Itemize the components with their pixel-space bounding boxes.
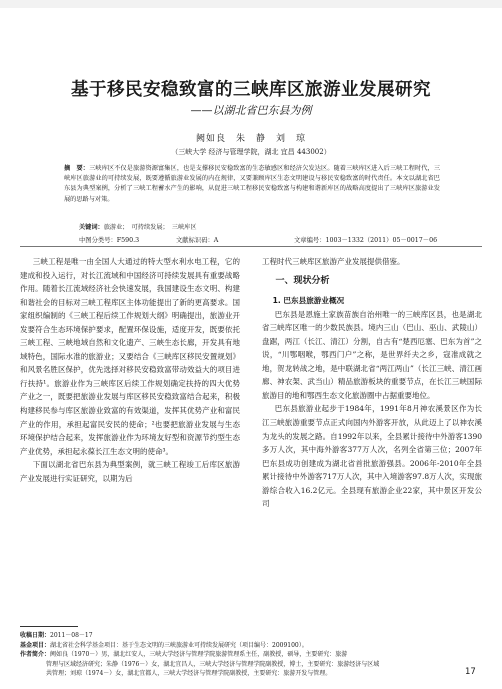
affiliation: （三峡大学 经济与管理学院，湖北 宜昌 443002）: [171, 148, 331, 156]
received-label: 收稿日期：: [20, 632, 51, 639]
article-number: [294, 235, 437, 244]
clc-label: 中图分类号：: [79, 237, 117, 244]
article-subtitle: ——以湖北省巴东县为例: [190, 104, 312, 117]
body-paragraph: 工程时代三峡库区旅游产业发展提供借鉴。: [262, 257, 405, 266]
page-number: 17: [465, 667, 476, 677]
article-no-value: 1003－1332（2011）05－0017－06: [325, 237, 438, 244]
abstract-label: 摘 要：: [64, 165, 90, 172]
footnote-divider: [20, 626, 78, 627]
clc-number: [79, 235, 139, 244]
body-left-column: [20, 255, 240, 485]
abstract-text: 三峡库区不仅是旅游资源富集区，也是支撑移民安稳致富的生态敏感区和经济欠发达区。随着三峡库区进入后三峡工程时代，三峡库区旅游业的可持续发展，既要遵循旅游业发展的内在规律，又要兼顾库区生态文明建设与移民安稳致富的时代责任。本文以湖北省巴东县为典型案例，分析了三峡工程蓄水产生的影响，从促进三峡工程移民安稳致富与构建和谐新库区的战略高度提出了三峡库区旅游业发展的思路与对策。: [64, 165, 441, 203]
fund-label: 基金项目：: [20, 641, 51, 649]
keywords-text: 旅游业； 可持续发展； 三峡库区: [103, 224, 197, 231]
author-list: 阙如良 朱 静 刘 琼: [195, 134, 306, 144]
subsection-heading: 1. 巴东县旅游业概况: [272, 296, 345, 306]
author-bio-label: 作者简介：: [20, 651, 51, 659]
abstract: [64, 164, 440, 205]
keywords-label: 关键词：: [79, 224, 104, 231]
body-right-column: [262, 255, 482, 511]
scan-top-band: [0, 0, 502, 8]
author-bio-line: 共管理；刘琼（1974－）女，湖北宜都人，三峡大学经济与管理学院副教授，主要研究：旅游开发与管理。: [46, 670, 332, 678]
received-value: 2011－08－17: [50, 632, 93, 639]
footnotes: [20, 631, 482, 679]
doc-code-label: 文献标识码：: [176, 237, 214, 244]
fund-value: 湖北省社会科学基金项目：基于生态文明的三峡旅游业可持续发展研究（项目编号：2009100）。: [50, 641, 308, 649]
doc-code-value: A: [213, 237, 219, 244]
author-bio-line: 管理与区域经济研究；朱静（1976－）女，湖北宜昌人，三峡大学经济与管理学院副教授，博士，主要研究：旅游经济与区域: [46, 660, 380, 668]
body-paragraph: 下面以湖北省巴东县为典型案例，就三峡工程竣工后库区旅游产业发展进行实证研究，以期为后: [20, 460, 240, 483]
article-title: 基于移民安稳致富的三峡库区旅游业发展研究: [71, 80, 431, 100]
keywords: [79, 222, 197, 231]
fund-info: [20, 641, 482, 651]
article-no-label: 文章编号：: [294, 237, 326, 244]
author-bio: [20, 650, 482, 660]
received-date: [20, 631, 482, 641]
document-code: [176, 235, 218, 244]
body-paragraph: 巴东县旅游业起步于1984年，1991年8月神农溪景区作为长江三峡旅游重要节点正式向国内外游客开放，从此迈上了以神农溪为龙头的发展之路。自1992年以来，全县累计接待中外游客1390多万人次，其中海外游客377万人次，名列全省第三位；2007年巴东县成功创建成为湖北省首批旅游强县。2006年-2010年全县累计接待中外游客717万人次，其中入境游客97.8万人次，实现旅游综合收入16.2亿元。全县现有旅游企业22家，其中景区开发公司: [262, 404, 482, 509]
author-bio-line: 阙如良（1970－）男，湖北红安人，三峡大学经济与管理学院旅游管理系主任，副教授，硕导，主要研究：旅游: [50, 651, 348, 659]
clc-value: F590.3: [116, 237, 140, 244]
section-heading: 一、现状分析: [275, 275, 330, 286]
header-divider: [20, 246, 482, 247]
body-paragraph: 巴东县是恩施土家族苗族自治州唯一的三峡库区县，也是湖北省三峡库区唯一的少数民族县。境内三山（巴山、巫山、武陵山）盘踞，两江（长江、清江）分割，自古有“楚西厄塞、巴东为首”之说，“川鄂咽喉，鄂西门户”之称，是世界纤夫之乡，寇准成就之地，贺龙转战之地，是中联湖北省“两江两山”（长江三峡、清江画廊、神农架、武当山）精品旅游板块的重要节点，在长江三峡国际旅游目的地和鄂西生态文化旅游圈中占据重要地位。: [262, 309, 482, 400]
body-paragraph: 三峡工程是唯一由全国人大通过的特大型水利水电工程，它的建成和投入运行，对长江流域和中国经济可持续发展具有重要战略作用。随着长江流域经济社会快速发展，我国建设生态文明、构建和谐社会的目标对三峡工程库区主体功能提出了新的更高要求。国家组织编制的《三峡工程后续工作规划大纲》明确提出，旅游业开发要符合生态环境保护要求，配置环保设施，适度开发，既要依托三峡工程、三峡地域自然和文化遗产、三峡生态长廊，开发具有地域特色，国际水准的旅游业；又要结合《三峡库区移民安置规划》和风景名胜区保护，优先选择对移民安稳致富带动效益大的项目进行扶持¹。旅游业作为三峡库区后续工作规划确定扶持的四大优势产业之一，既要把旅游业发展与库区移民安稳致富结合起来，积极构建移民参与库区旅游业致富的有效渠道，发挥其优势产业和富民产业的作用，承担起富民安民的使命；²也要把旅游业发展与生态环境保护结合起来，发挥旅游业作为环境友好型和资源节约型生态产业优势，承担起永葆长江生态文明的使命³。: [20, 257, 240, 456]
